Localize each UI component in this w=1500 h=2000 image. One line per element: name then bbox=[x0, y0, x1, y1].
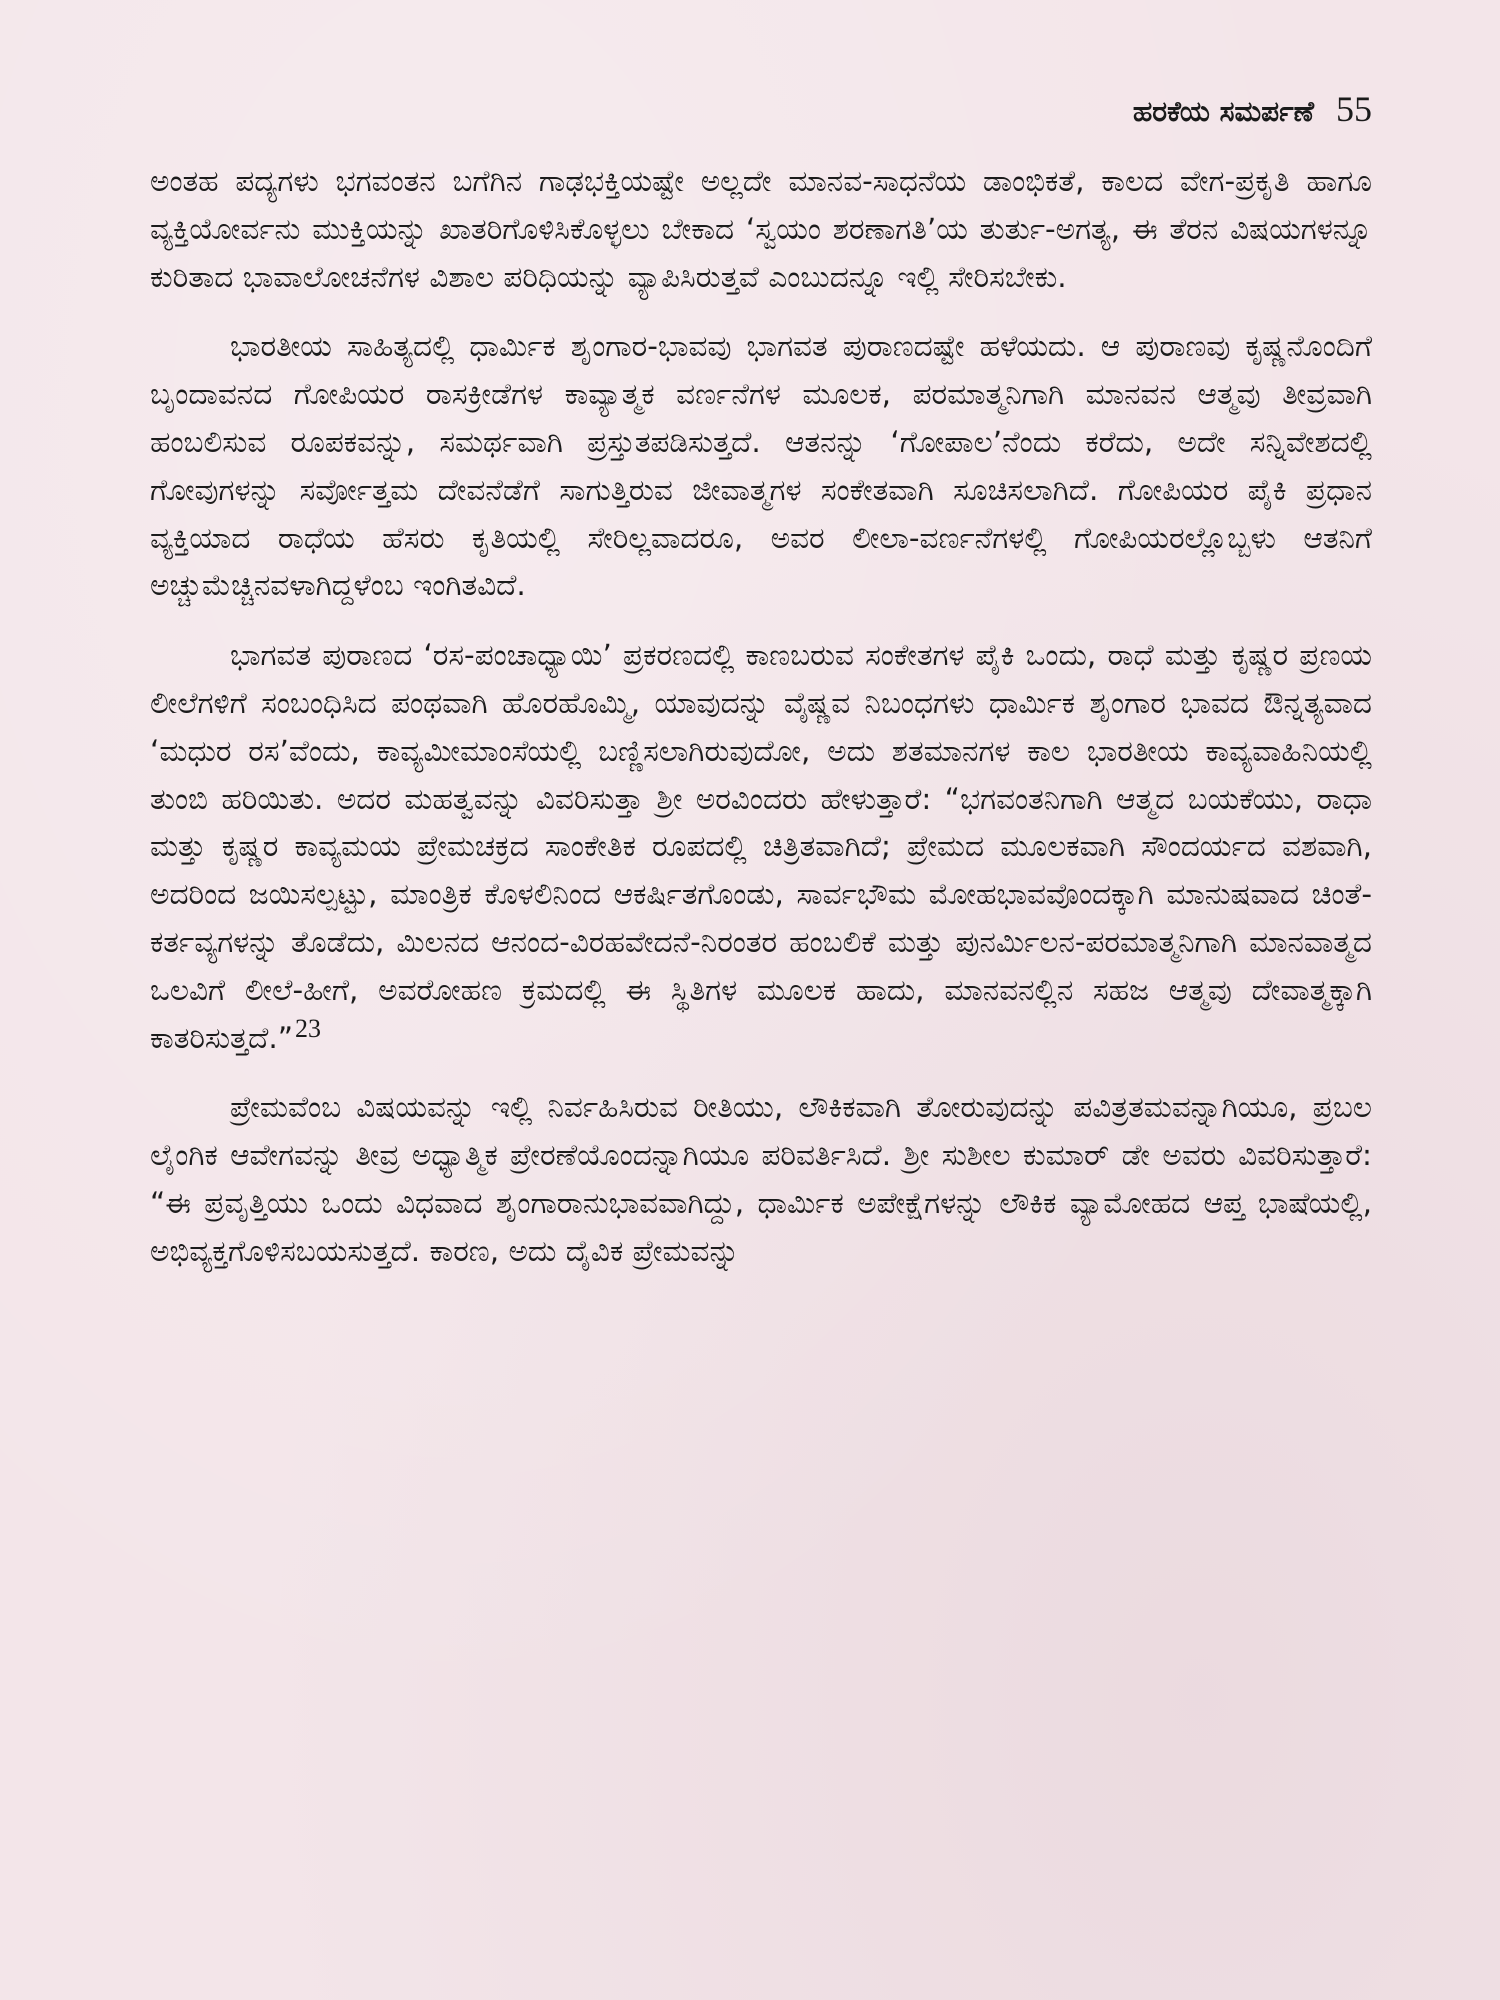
paragraph-text: ಅಂತಹ ಪದ್ಯಗಳು ಭಗವಂತನ ಬಗೆಗಿನ ಗಾಢಭಕ್ತಿಯಷ್ಟೇ ಅಲ್ಲದೇ ಮಾನವ-ಸಾಧನೆಯ ಡಾಂಭಿಕತೆ, ಕಾಲದ ವೇಗ-ಪ್ರಕೃತಿ ಹಾಗೂ ವ್ಯಕ್ತಿಯೋರ್ವನು ಮುಕ್ತಿಯನ್ನು ಖಾತರಿಗೊಳಿಸಿಕೊಳ್ಳಲು ಬೇಕಾದ ‘ಸ್ವಯಂ ಶರಣಾಗತಿ’ಯ ತುರ್ತು-ಅಗತ್ಯ, ಈ ತೆರನ ವಿಷಯಗಳನ್ನೂ ಕುರಿತಾದ ಭಾವಾಲೋಚನೆಗಳ ವಿಶಾಲ ಪರಿಧಿಯನ್ನು ವ್ಯಾಪಿಸಿರುತ್ತವೆ ಎಂಬುದನ್ನೂ ಇಲ್ಲಿ ಸೇರಿಸಬೇಕು. bbox=[150, 164, 1372, 294]
body-text bbox=[150, 158, 1372, 1276]
paragraph-2 bbox=[150, 323, 1372, 610]
page-number: 55 bbox=[1336, 89, 1372, 129]
paragraph-text: ಪ್ರೇಮವೆಂಬ ವಿಷಯವನ್ನು ಇಲ್ಲಿ ನಿರ್ವಹಿಸಿರುವ ರೀತಿಯು, ಲೌಕಿಕವಾಗಿ ತೋರುವುದನ್ನು ಪವಿತ್ರತಮವನ್ನಾಗಿಯೂ, ಪ್ರಬಲ ಲೈಂಗಿಕ ಆವೇಗವನ್ನು ತೀವ್ರ ಅಧ್ಯಾತ್ಮಿಕ ಪ್ರೇರಣೆಯೊಂದನ್ನಾಗಿಯೂ ಪರಿವರ್ತಿಸಿದೆ. ಶ್ರೀ ಸುಶೀಲ ಕುಮಾರ್ ಡೇ ಅವರು ವಿವರಿಸುತ್ತಾರೆ: “ಈ ಪ್ರವೃತ್ತಿಯು ಒಂದು ವಿಧವಾದ ಶೃಂಗಾರಾನುಭಾವವಾಗಿದ್ದು, ಧಾರ್ಮಿಕ ಅಪೇಕ್ಷೆಗಳನ್ನು ಲೌಕಿಕ ವ್ಯಾಮೋಹದ ಆಪ್ತ ಭಾಷೆಯಲ್ಲಿ, ಅಭಿವ್ಯಕ್ತಗೊಳಿಸಬಯಸುತ್ತದೆ. ಕಾರಣ, ಅದು ದೈವಿಕ ಪ್ರೇಮವನ್ನು bbox=[150, 1090, 1372, 1268]
running-head bbox=[1133, 88, 1372, 130]
paragraph-text: ಭಾರತೀಯ ಸಾಹಿತ್ಯದಲ್ಲಿ ಧಾರ್ಮಿಕ ಶೃಂಗಾರ-ಭಾವವು ಭಾಗವತ ಪುರಾಣದಷ್ಟೇ ಹಳೆಯದು. ಆ ಪುರಾಣವು ಕೃಷ್ಣನೊಂದಿಗೆ ಬೃಂದಾವನದ ಗೋಪಿಯರ ರಾಸಕ್ರೀಡೆಗಳ ಕಾವ್ಯಾತ್ಮಕ ವರ್ಣನೆಗಳ ಮೂಲಕ, ಪರಮಾತ್ಮನಿಗಾಗಿ ಮಾನವನ ಆತ್ಮವು ತೀವ್ರವಾಗಿ ಹಂಬಲಿಸುವ ರೂಪಕವನ್ನು, ಸಮರ್ಥವಾಗಿ ಪ್ರಸ್ತುತಪಡಿಸುತ್ತದೆ. ಆತನನ್ನು ‘ಗೋಪಾಲ’ನೆಂದು ಕರೆದು, ಅದೇ ಸನ್ನಿವೇಶದಲ್ಲಿ ಗೋವುಗಳನ್ನು ಸರ್ವೋತ್ತಮ ದೇವನೆಡೆಗೆ ಸಾಗುತ್ತಿರುವ ಜೀವಾತ್ಮಗಳ ಸಂಕೇತವಾಗಿ ಸೂಚಿಸಲಾಗಿದೆ. ಗೋಪಿಯರ ಪೈಕಿ ಪ್ರಧಾನ ವ್ಯಕ್ತಿಯಾದ ರಾಧೆಯ ಹೆಸರು ಕೃತಿಯಲ್ಲಿ ಸೇರಿಲ್ಲವಾದರೂ, ಅವರ ಲೀಲಾ-ವರ್ಣನೆಗಳಲ್ಲಿ ಗೋಪಿಯರಲ್ಲೊಬ್ಬಳು ಆತನಿಗೆ ಅಚ್ಚುಮೆಚ್ಚಿನವಳಾಗಿದ್ದಳೆಂಬ ಇಂಗಿತವಿದೆ. bbox=[150, 329, 1372, 603]
paragraph-3 bbox=[150, 632, 1372, 1062]
paragraph-4 bbox=[150, 1084, 1372, 1275]
footnote-marker: 23 bbox=[295, 1013, 321, 1043]
running-title: ಹರಕೆಯ ಸಮರ್ಪಣೆ bbox=[1132, 95, 1314, 128]
paragraph-text: ಭಾಗವತ ಪುರಾಣದ ‘ರಸ-ಪಂಚಾಧ್ಯಾಯಿ’ ಪ್ರಕರಣದಲ್ಲಿ ಕಾಣಬರುವ ಸಂಕೇತಗಳ ಪೈಕಿ ಒಂದು, ರಾಧೆ ಮತ್ತು ಕೃಷ್ಣರ ಪ್ರಣಯ ಲೀಲೆಗಳಿಗೆ ಸಂಬಂಧಿಸಿದ ಪಂಥವಾಗಿ ಹೊರಹೊಮ್ಮಿ, ಯಾವುದನ್ನು ವೈಷ್ಣವ ನಿಬಂಧಗಳು ಧಾರ್ಮಿಕ ಶೃಂಗಾರ ಭಾವದ ಔನ್ನತ್ಯವಾದ ‘ಮಧುರ ರಸ’ವೆಂದು, ಕಾವ್ಯಮೀಮಾಂಸೆಯಲ್ಲಿ ಬಣ್ಣಿಸಲಾಗಿರುವುದೋ, ಅದು ಶತಮಾನಗಳ ಕಾಲ ಭಾರತೀಯ ಕಾವ್ಯವಾಹಿನಿಯಲ್ಲಿ ತುಂಬಿ ಹರಿಯಿತು. ಅದರ ಮಹತ್ವವನ್ನು ವಿವರಿಸುತ್ತಾ ಶ್ರೀ ಅರವಿಂದರು ಹೇಳುತ್ತಾರೆ: “ಭಗವಂತನಿಗಾಗಿ ಆತ್ಮದ ಬಯಕೆಯು, ರಾಧಾ ಮತ್ತು ಕೃಷ್ಣರ ಕಾವ್ಯಮಯ ಪ್ರೇಮಚಕ್ರದ ಸಾಂಕೇತಿಕ ರೂಪದಲ್ಲಿ ಚಿತ್ರಿತವಾಗಿದೆ; ಪ್ರೇಮದ ಮೂಲಕವಾಗಿ ಸೌಂದರ್ಯದ ವಶವಾಗಿ, ಅದರಿಂದ ಜಯಿಸಲ್ಪಟ್ಟು, ಮಾಂತ್ರಿಕ ಕೊಳಲಿನಿಂದ ಆಕರ್ಷಿತಗೊಂಡು, ಸಾರ್ವಭೌಮ ಮೋಹಭಾವವೊಂದಕ್ಕಾಗಿ ಮಾನುಷವಾದ ಚಿಂತೆ-ಕರ್ತವ್ಯಗಳನ್ನು ತೊಡೆದು, ಮಿಲನದ ಆನಂದ-ವಿರಹವೇದನೆ-ನಿರಂತರ ಹಂಬಲಿಕೆ ಮತ್ತು ಪುನರ್ಮಿಲನ-ಪರಮಾತ್ಮನಿಗಾಗಿ ಮಾನವಾತ್ಮದ ಒಲವಿಗೆ ಲೀಲೆ-ಹೀಗೆ, ಅವರೋಹಣ ಕ್ರಮದಲ್ಲಿ ಈ ಸ್ಥಿತಿಗಳ ಮೂಲಕ ಹಾದು, ಮಾನವನಲ್ಲಿನ ಸಹಜ ಆತ್ಮವು ದೇವಾತ್ಮಕ್ಕಾಗಿ ಕಾತರಿಸುತ್ತದೆ.” bbox=[150, 638, 1372, 1055]
paragraph-1 bbox=[150, 158, 1372, 301]
